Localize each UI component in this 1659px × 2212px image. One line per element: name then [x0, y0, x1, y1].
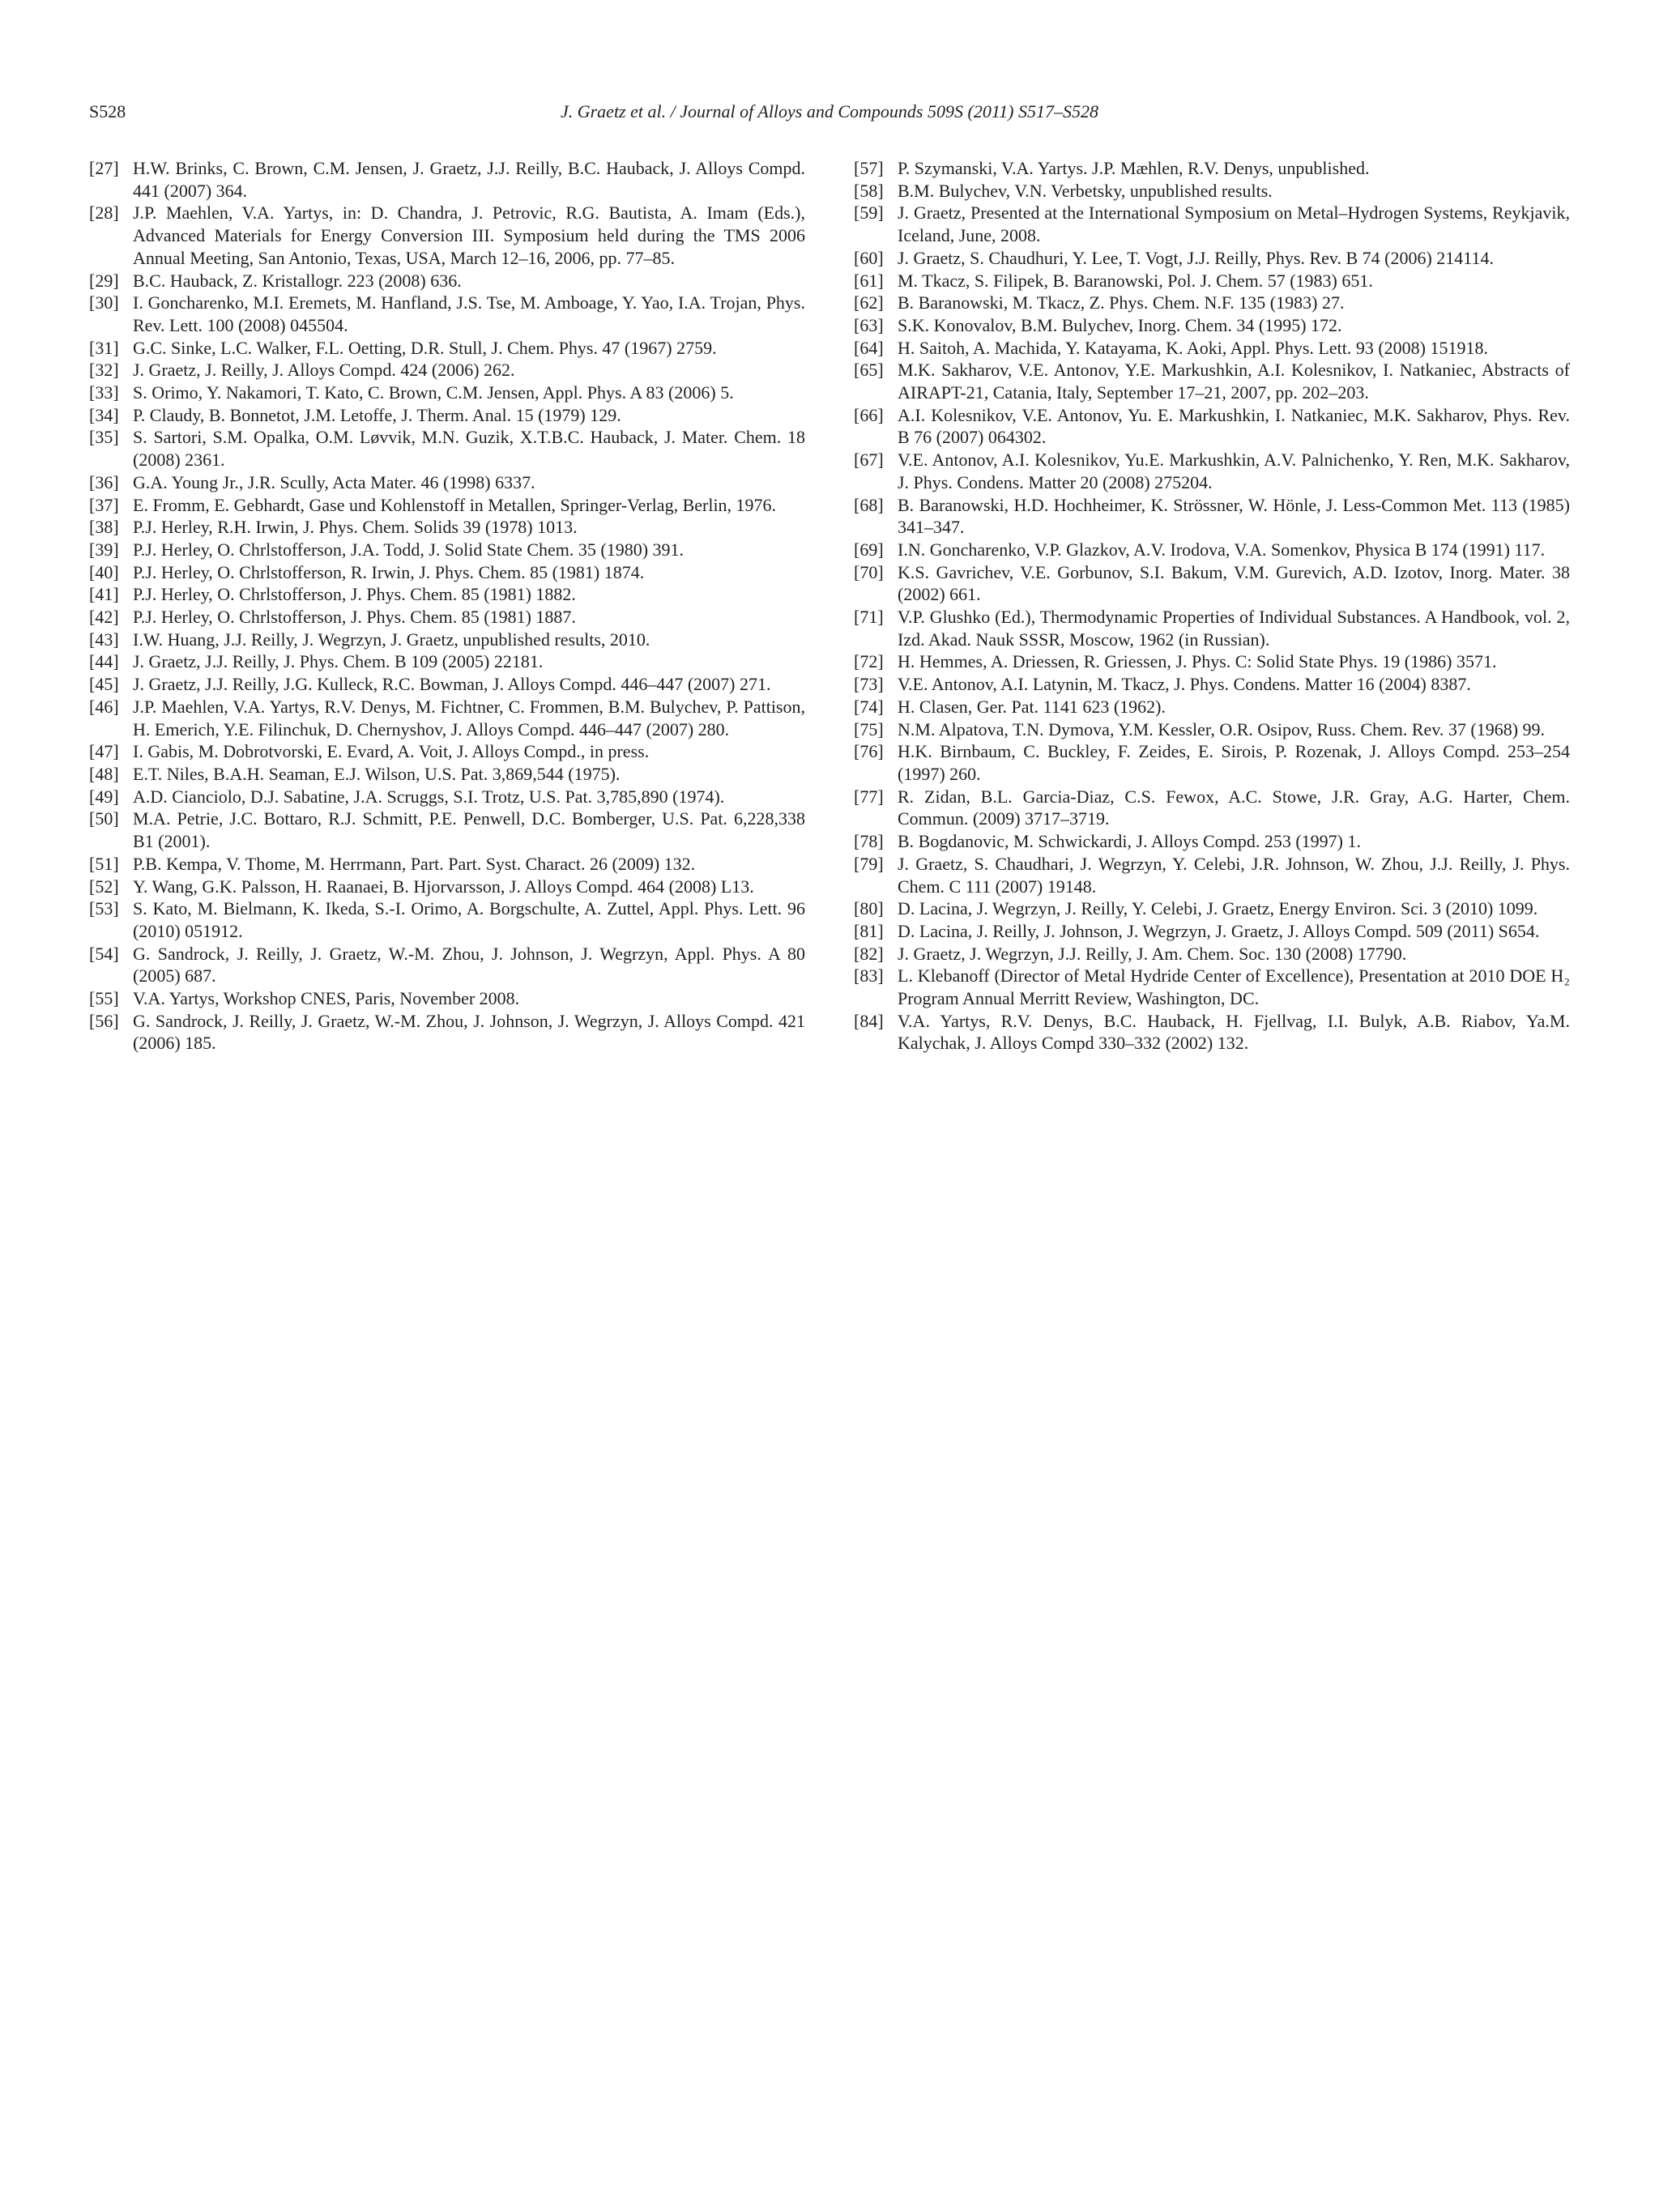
reference-number: [51] — [89, 853, 119, 874]
reference-number: [48] — [89, 763, 119, 784]
reference-text: I. Goncharenko, M.I. Eremets, M. Hanfland, J.S. Tse, M. Amboage, Y. Yao, I.A. Trojan, Phys. Rev. Lett. 100 (2008) 045504. — [133, 292, 805, 335]
reference-item — [89, 696, 805, 740]
reference-item — [854, 718, 1570, 741]
reference-item — [89, 876, 805, 898]
reference-item — [89, 808, 805, 852]
reference-text: A.D. Cianciolo, D.J. Sabatine, J.A. Scruggs, S.I. Trotz, U.S. Pat. 3,785,890 (1974). — [133, 786, 725, 807]
reference-text: I. Gabis, M. Dobrotvorski, E. Evard, A. Voit, J. Alloys Compd., in press. — [133, 741, 650, 762]
reference-text: P.J. Herley, O. Chrlstofferson, J. Phys. Chem. 85 (1981) 1887. — [133, 607, 576, 628]
reference-text: V.A. Yartys, Workshop CNES, Paris, November 2008. — [133, 988, 520, 1009]
reference-item — [854, 314, 1570, 337]
references-left-column — [89, 157, 805, 1055]
reference-number: [38] — [89, 517, 119, 538]
reference-item — [854, 359, 1570, 403]
reference-number: [62] — [854, 292, 884, 313]
reference-text: H. Saitoh, A. Machida, Y. Katayama, K. Aoki, Appl. Phys. Lett. 93 (2008) 151918. — [898, 337, 1488, 358]
reference-item — [89, 606, 805, 629]
reference-number: [79] — [854, 853, 884, 874]
reference-number: [75] — [854, 718, 884, 739]
reference-number: [71] — [854, 607, 884, 628]
reference-number: [73] — [854, 674, 884, 695]
reference-text: S.K. Konovalov, B.M. Bulychev, Inorg. Chem. 34 (1995) 172. — [898, 314, 1342, 335]
reference-number: [45] — [89, 674, 119, 695]
reference-item — [854, 696, 1570, 718]
reference-number: [63] — [854, 314, 884, 335]
reference-number: [29] — [89, 270, 119, 291]
reference-text: J.P. Maehlen, V.A. Yartys, in: D. Chandra, J. Petrovic, R.G. Bautista, A. Imam (Eds.), Advanced Materials for Energy Conversion III. Symposium held during the TMS 2006 Annual Meeting, San Antonio, Texas, USA, March 12–16, 2006, pp. 77–85. — [133, 202, 805, 268]
reference-number: [54] — [89, 943, 119, 964]
reference-text: P.J. Herley, O. Chrlstofferson, J. Phys. Chem. 85 (1981) 1882. — [133, 584, 576, 605]
reference-text: N.M. Alpatova, T.N. Dymova, Y.M. Kessler, O.R. Osipov, Russ. Chem. Rev. 37 (1968) 99. — [898, 718, 1546, 739]
reference-number: [69] — [854, 539, 884, 560]
reference-number: [84] — [854, 1010, 884, 1031]
reference-text: B. Baranowski, H.D. Hochheimer, K. Strössner, W. Hönle, J. Less-Common Met. 113 (1985) 341–347. — [898, 494, 1570, 538]
reference-number: [35] — [89, 427, 119, 448]
reference-text: M.K. Sakharov, V.E. Antonov, Y.E. Markushkin, A.I. Kolesnikov, I. Natkaniec, Abstracts of AIRAPT-21, Catania, Italy, September 17–21, 2007, pp. 202–203. — [898, 360, 1570, 403]
reference-item — [89, 650, 805, 673]
reference-item — [854, 1010, 1570, 1055]
reference-number: [74] — [854, 696, 884, 717]
reference-text: J. Graetz, J.J. Reilly, J.G. Kulleck, R.C. Bowman, J. Alloys Compd. 446–447 (2007) 271. — [133, 674, 771, 695]
reference-item — [89, 740, 805, 763]
reference-item — [854, 292, 1570, 314]
reference-text: I.W. Huang, J.J. Reilly, J. Wegrzyn, J. Graetz, unpublished results, 2010. — [133, 629, 650, 650]
reference-number: [46] — [89, 696, 119, 717]
reference-text: B.M. Bulychev, V.N. Verbetsky, unpublished results. — [898, 180, 1273, 201]
reference-item — [89, 494, 805, 517]
reference-text: J. Graetz, J. Wegrzyn, J.J. Reilly, J. Am. Chem. Soc. 130 (2008) 17790. — [898, 943, 1407, 964]
reference-item — [854, 853, 1570, 897]
reference-text: I.N. Goncharenko, V.P. Glazkov, A.V. Irodova, V.A. Somenkov, Physica B 174 (1991) 117. — [898, 539, 1546, 560]
reference-text: V.P. Glushko (Ed.), Thermodynamic Properties of Individual Substances. A Handbook, vol. 2, Izd. Akad. Nauk SSSR, Moscow, 1962 (in Russian). — [898, 607, 1570, 650]
reference-item — [89, 583, 805, 606]
reference-number: [43] — [89, 629, 119, 650]
reference-item — [89, 359, 805, 381]
reference-number: [59] — [854, 202, 884, 224]
reference-item — [854, 180, 1570, 202]
reference-number: [40] — [89, 561, 119, 582]
reference-item — [854, 449, 1570, 493]
reference-text: H. Hemmes, A. Driessen, R. Griessen, J. Phys. C: Solid State Phys. 19 (1986) 3571. — [898, 651, 1497, 672]
reference-item — [854, 943, 1570, 965]
reference-item — [854, 494, 1570, 539]
reference-item — [854, 561, 1570, 606]
reference-text: G.A. Young Jr., J.R. Scully, Acta Mater. 46 (1998) 6337. — [133, 471, 535, 492]
reference-item — [89, 561, 805, 584]
references-right-column — [854, 157, 1570, 1055]
reference-number: [61] — [854, 270, 884, 291]
reference-number: [33] — [89, 382, 119, 403]
reference-item — [89, 270, 805, 292]
reference-text: G. Sandrock, J. Reilly, J. Graetz, W.-M. Zhou, J. Johnson, J. Wegrzyn, Appl. Phys. A 80 (2005) 687. — [133, 943, 805, 987]
reference-item — [854, 830, 1570, 853]
reference-item — [854, 897, 1570, 920]
reference-text: J. Graetz, Presented at the International Symposium on Metal–Hydrogen Systems, Reykjavik, Iceland, June, 2008. — [898, 202, 1570, 246]
reference-number: [42] — [89, 607, 119, 628]
reference-item — [89, 516, 805, 539]
reference-text: P.J. Herley, O. Chrlstofferson, J.A. Todd, J. Solid State Chem. 35 (1980) 391. — [133, 539, 684, 560]
page-number: S528 — [89, 101, 126, 121]
reference-number: [64] — [854, 337, 884, 358]
reference-text: P.J. Herley, R.H. Irwin, J. Phys. Chem. Solids 39 (1978) 1013. — [133, 517, 578, 538]
reference-item — [854, 650, 1570, 673]
reference-item — [854, 404, 1570, 449]
reference-item — [89, 897, 805, 942]
reference-number: [72] — [854, 651, 884, 672]
reference-text: P. Szymanski, V.A. Yartys. J.P. Mæhlen, R.V. Denys, unpublished. — [898, 158, 1370, 178]
reference-text: R. Zidan, B.L. Garcia-Diaz, C.S. Fewox, A.C. Stowe, J.R. Gray, A.G. Harter, Chem. Commun. (2009) 3717–3719. — [898, 786, 1570, 829]
reference-text: P. Claudy, B. Bonnetot, J.M. Letoffe, J. Therm. Anal. 15 (1979) 129. — [133, 404, 621, 425]
reference-text: E. Fromm, E. Gebhardt, Gase und Kohlenstoff in Metallen, Springer-Verlag, Berlin, 1976. — [133, 494, 777, 515]
reference-item — [89, 471, 805, 494]
reference-text: V.E. Antonov, A.I. Latynin, M. Tkacz, J. Phys. Condens. Matter 16 (2004) 8387. — [898, 674, 1471, 695]
reference-number: [32] — [89, 360, 119, 381]
reference-item — [89, 426, 805, 471]
reference-text: M. Tkacz, S. Filipek, B. Baranowski, Pol. J. Chem. 57 (1983) 651. — [898, 270, 1373, 291]
reference-number: [55] — [89, 988, 119, 1009]
reference-item — [89, 853, 805, 876]
reference-text: B. Bogdanovic, M. Schwickardi, J. Alloys Compd. 253 (1997) 1. — [898, 831, 1361, 852]
reference-number: [30] — [89, 292, 119, 313]
reference-number: [70] — [854, 561, 884, 582]
reference-item — [89, 943, 805, 987]
reference-item — [89, 157, 805, 202]
reference-text: V.E. Antonov, A.I. Kolesnikov, Yu.E. Markushkin, A.V. Palnichenko, Y. Ren, M.K. Sakharov, J. Phys. Condens. Matter 20 (2008) 275204. — [898, 450, 1570, 492]
reference-text: H.W. Brinks, C. Brown, C.M. Jensen, J. Graetz, J.J. Reilly, B.C. Hauback, J. Alloys Compd. 441 (2007) 364. — [133, 158, 805, 201]
reference-text: D. Lacina, J. Wegrzyn, J. Reilly, Y. Celebi, J. Graetz, Energy Environ. Sci. 3 (2010) 1099. — [898, 898, 1538, 919]
reference-item — [854, 539, 1570, 561]
reference-text: G.C. Sinke, L.C. Walker, F.L. Oetting, D.R. Stull, J. Chem. Phys. 47 (1967) 2759. — [133, 337, 717, 358]
reference-item — [89, 1010, 805, 1055]
reference-text: B.C. Hauback, Z. Kristallogr. 223 (2008) 636. — [133, 270, 462, 291]
reference-item — [89, 539, 805, 561]
reference-number: [52] — [89, 876, 119, 897]
reference-item — [854, 202, 1570, 246]
reference-item — [854, 337, 1570, 360]
reference-item — [89, 404, 805, 427]
reference-text: V.A. Yartys, R.V. Denys, B.C. Hauback, H. Fjellvag, I.I. Bulyk, A.B. Riabov, Ya.M. Kalychak, J. Alloys Compd 330–332 (2002) 132. — [898, 1010, 1570, 1054]
reference-text: E.T. Niles, B.A.H. Seaman, E.J. Wilson, U.S. Pat. 3,869,544 (1975). — [133, 763, 621, 784]
reference-number: [28] — [89, 202, 119, 224]
reference-text: J. Graetz, S. Chaudhari, J. Wegrzyn, Y. Celebi, J.R. Johnson, W. Zhou, J.J. Reilly, J. Phys. Chem. C 111 (2007) 19148. — [898, 853, 1570, 897]
reference-text: J. Graetz, J.J. Reilly, J. Phys. Chem. B 109 (2005) 22181. — [133, 651, 544, 672]
reference-number: [58] — [854, 180, 884, 201]
reference-item — [854, 740, 1570, 785]
reference-item — [89, 673, 805, 696]
reference-number: [41] — [89, 584, 119, 605]
reference-text: Y. Wang, G.K. Palsson, H. Raanaei, B. Hjorvarsson, J. Alloys Compd. 464 (2008) L13. — [133, 876, 754, 897]
reference-number: [39] — [89, 539, 119, 560]
reference-text: J. Graetz, S. Chaudhuri, Y. Lee, T. Vogt, J.J. Reilly, Phys. Rev. B 74 (2006) 214114. — [898, 247, 1494, 268]
reference-number: [47] — [89, 741, 119, 762]
reference-item — [89, 786, 805, 808]
reference-number: [83] — [854, 965, 884, 987]
reference-text: G. Sandrock, J. Reilly, J. Graetz, W.-M. Zhou, J. Johnson, J. Wegrzyn, J. Alloys Compd. 421 (2006) 185. — [133, 1010, 805, 1054]
reference-item — [89, 337, 805, 360]
reference-item — [854, 157, 1570, 180]
reference-text: L. Klebanoff (Director of Metal Hydride Center of Excellence), Presentation at 2010 DOE H₂ Program Annual Merritt Review, Washington, DC. — [898, 965, 1570, 1009]
reference-number: [68] — [854, 494, 884, 515]
reference-text: J. Graetz, J. Reilly, J. Alloys Compd. 424 (2006) 262. — [133, 360, 515, 381]
reference-number: [81] — [854, 920, 884, 941]
reference-number: [50] — [89, 808, 119, 829]
reference-number: [44] — [89, 651, 119, 672]
reference-text: M.A. Petrie, J.C. Bottaro, R.J. Schmitt, P.E. Penwell, D.C. Bomberger, U.S. Pat. 6,228,338 B1 (2001). — [133, 808, 805, 852]
reference-number: [67] — [854, 450, 884, 471]
reference-item — [854, 673, 1570, 696]
reference-number: [76] — [854, 741, 884, 762]
reference-number: [65] — [854, 360, 884, 381]
reference-number: [53] — [89, 898, 119, 919]
reference-text: P.J. Herley, O. Chrlstofferson, R. Irwin, J. Phys. Chem. 85 (1981) 1874. — [133, 561, 645, 582]
reference-text: S. Kato, M. Bielmann, K. Ikeda, S.-I. Orimo, A. Borgschulte, A. Zuttel, Appl. Phys. Lett. 96 (2010) 051912. — [133, 898, 805, 941]
reference-text: H. Clasen, Ger. Pat. 1141 623 (1962). — [898, 696, 1166, 717]
reference-item — [854, 270, 1570, 292]
reference-text: A.I. Kolesnikov, V.E. Antonov, Yu. E. Markushkin, I. Natkaniec, M.K. Sakharov, Phys. Rev. B 76 (2007) 064302. — [898, 404, 1570, 448]
reference-item — [854, 247, 1570, 270]
reference-number: [49] — [89, 786, 119, 807]
reference-item — [854, 965, 1570, 1009]
reference-number: [31] — [89, 337, 119, 358]
reference-number: [56] — [89, 1010, 119, 1031]
running-title: J. Graetz et al. / Journal of Alloys and Compounds 509S (2011) S517–S528 — [560, 101, 1099, 121]
reference-text: H.K. Birnbaum, C. Buckley, F. Zeides, E. Sirois, P. Rozenak, J. Alloys Compd. 253–254 (1997) 260. — [898, 741, 1570, 784]
reference-text: S. Orimo, Y. Nakamori, T. Kato, C. Brown, C.M. Jensen, Appl. Phys. A 83 (2006) 5. — [133, 382, 734, 403]
reference-text: P.B. Kempa, V. Thome, M. Herrmann, Part. Part. Syst. Charact. 26 (2009) 132. — [133, 853, 696, 874]
reference-item — [89, 381, 805, 404]
reference-item — [89, 202, 805, 269]
reference-number: [82] — [854, 943, 884, 964]
reference-text: B. Baranowski, M. Tkacz, Z. Phys. Chem. N.F. 135 (1983) 27. — [898, 292, 1345, 313]
reference-number: [57] — [854, 158, 884, 178]
reference-number: [37] — [89, 494, 119, 515]
reference-number: [60] — [854, 247, 884, 268]
reference-item — [89, 987, 805, 1010]
reference-item — [89, 292, 805, 336]
reference-number: [80] — [854, 898, 884, 919]
reference-number: [34] — [89, 404, 119, 425]
reference-number: [66] — [854, 404, 884, 425]
reference-number: [77] — [854, 786, 884, 807]
reference-number: [36] — [89, 471, 119, 492]
reference-text: K.S. Gavrichev, V.E. Gorbunov, S.I. Bakum, V.M. Gurevich, A.D. Izotov, Inorg. Mater. 38 (2002) 661. — [898, 561, 1570, 605]
page-header — [89, 99, 1570, 125]
reference-number: [27] — [89, 158, 119, 178]
reference-item — [854, 920, 1570, 943]
reference-item — [89, 629, 805, 651]
reference-item — [854, 786, 1570, 830]
reference-text: S. Sartori, S.M. Opalka, O.M. Løvvik, M.N. Guzik, X.T.B.C. Hauback, J. Mater. Chem. 18 (2008) 2361. — [133, 427, 805, 471]
reference-item — [89, 763, 805, 786]
reference-number: [78] — [854, 831, 884, 852]
reference-text: D. Lacina, J. Reilly, J. Johnson, J. Wegrzyn, J. Graetz, J. Alloys Compd. 509 (2011) S654. — [898, 920, 1540, 941]
reference-text: J.P. Maehlen, V.A. Yartys, R.V. Denys, M. Fichtner, C. Frommen, B.M. Bulychev, P. Pattison, H. Emerich, Y.E. Filinchuk, D. Chernyshov, J. Alloys Compd. 446–447 (2007) 280. — [133, 696, 805, 739]
reference-item — [854, 606, 1570, 650]
